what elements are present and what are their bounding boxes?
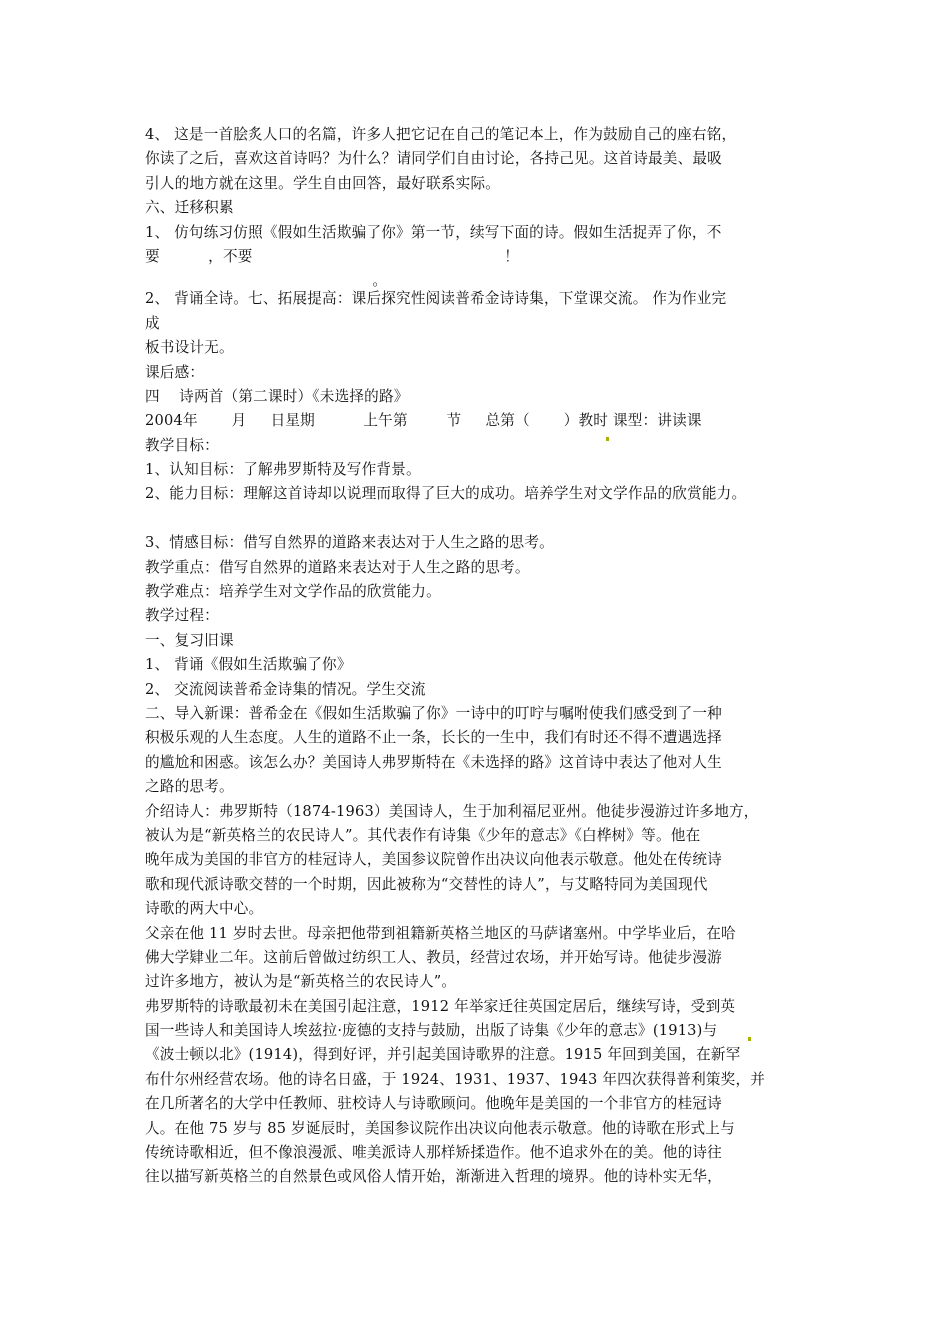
text-line: 积极乐观的人生态度。人生的道路不止一条，长长的一生中，我们有时还不得不遭遇选择 <box>145 729 722 747</box>
lesson-title: 四 诗两首（第二课时）《未选择的路》 <box>145 387 409 405</box>
text-line: 2、能力目标：理解这首诗却以说理而取得了巨大的成功。培养学生对文学作品的欣赏能力。 <box>145 485 747 503</box>
text-line: 弗罗斯特的诗歌最初未在美国引起注意，1912 年举家迁往英国定居后，继续写诗，受到英 <box>145 997 736 1015</box>
text-line: 2、 交流阅读普希金诗集的情况。学生交流 <box>145 680 426 698</box>
text-line: 2、 背诵全诗。七、拓展提高：课后探究性阅读普希金诗诗集，下堂课交流。 作为作业完 <box>145 290 727 308</box>
document-body <box>145 123 835 1190</box>
text-line: 布什尔州经营农场。他的诗名日盛，于 1924、1931、1937、1943 年四次获得普利策奖，并 <box>145 1070 766 1088</box>
text-line: 教学重点：借写自然界的道路来表达对于人生之路的思考。 <box>145 558 530 576</box>
section-heading: 教学目标： <box>145 436 219 454</box>
blank-line <box>145 507 835 531</box>
text-line: 。 <box>145 272 388 290</box>
text-line: 介绍诗人：弗罗斯特（1874-1963）美国诗人，生于加利福尼亚州。他徒步漫游过许多地方， <box>145 802 759 820</box>
text-line: 被认为是“新英格兰的农民诗人”。其代表作有诗集《少年的意志》《白桦树》等。他在 <box>145 826 701 844</box>
text-line: 成 <box>145 314 160 332</box>
section-heading: 一、复习旧课 <box>145 631 234 649</box>
text-line: 1、 背诵《假如生活欺骗了你》 <box>145 656 352 674</box>
section-heading: 六、迁移积累 <box>145 199 234 217</box>
text-line: 课后感： <box>145 363 205 381</box>
text-line: 佛大学肄业二年。这前后曾做过纺织工人、教员，经营过农场，并开始写诗。他徒步漫游 <box>145 948 722 966</box>
stray-mark <box>748 1037 751 1041</box>
text-line: 父亲在他 11 岁时去世。母亲把他带到祖籍新英格兰地区的马萨诸塞州。中学毕业后，在哈 <box>145 924 736 942</box>
section-heading: 教学过程： <box>145 607 219 625</box>
stray-mark <box>606 437 609 441</box>
text-line: 诗歌的两大中心。 <box>145 900 264 918</box>
text-line: 往以描写新英格兰的自然景色或风俗人情开始，渐渐进入哲理的境界。他的诗朴实无华， <box>145 1168 722 1186</box>
text-line: 的尴尬和困惑。该怎么办？美国诗人弗罗斯特在《未选择的路》这首诗中表达了他对人生 <box>145 753 722 771</box>
text-line: 之路的思考。 <box>145 778 234 796</box>
text-line: 晚年成为美国的非官方的桂冠诗人，美国参议院曾作出决议向他表示敬意。他处在传统诗 <box>145 851 722 869</box>
text-line: 过许多地方，被认为是“新英格兰的农民诗人”。 <box>145 973 457 991</box>
text-line: 传统诗歌相近，但不像浪漫派、唯美派诗人那样矫揉造作。他不追求外在的美。他的诗往 <box>145 1144 722 1162</box>
text-line: 板书设计无。 <box>145 339 234 357</box>
text-line: 国一些诗人和美国诗人埃兹拉·庞德的支持与鼓励，出版了诗集《少年的意志》(1913)与 <box>145 1022 718 1040</box>
text-line: 你读了之后，喜欢这首诗吗？为什么？请同学们自由讨论，各持己见。这首诗最美、最吸 <box>145 150 722 168</box>
text-line: 教学难点：培养学生对文学作品的欣赏能力。 <box>145 583 441 601</box>
lesson-info-line: 2004年 月 日星期 上午第 节 总第（ ）教时 课型：讲读课 <box>145 412 702 430</box>
text-line: 1、认知目标：了解弗罗斯特及写作背景。 <box>145 461 421 479</box>
text-line: 3、情感目标：借写自然界的道路来表达对于人生之路的思考。 <box>145 534 554 552</box>
text-line: 《波士顿以北》(1914)，得到好评，并引起美国诗歌界的注意。1915 年回到美国，在新罕 <box>145 1046 741 1064</box>
text-line: 歌和现代派诗歌交替的一个时期，因此被称为“交替性的诗人”，与艾略特同为美国现代 <box>145 875 708 893</box>
text-line: 4、 这是一首脍炙人口的名篇，许多人把它记在自己的笔记本上，作为鼓励自己的座右铭， <box>145 126 737 143</box>
text-line: 人。在他 75 岁与 85 岁诞辰时，美国参议院作出决议向他表示敬意。他的诗歌在形式上与 <box>145 1119 735 1137</box>
text-line: 在几所著名的大学中任教师、驻校诗人与诗歌顾问。他晚年是美国的一个非官方的桂冠诗 <box>145 1095 722 1113</box>
text-line: 1、 仿句练习仿照《假如生活欺骗了你》第一节，续写下面的诗。假如生活捉弄了你，不 <box>145 223 722 241</box>
text-line: 要 ，不要 ！ <box>145 247 519 265</box>
text-line: 二、导入新课：普希金在《假如生活欺骗了你》一诗中的叮咛与嘱咐使我们感受到了一种 <box>145 704 722 722</box>
text-line: 引人的地方就在这里。学生自由回答，最好联系实际。 <box>145 174 501 192</box>
